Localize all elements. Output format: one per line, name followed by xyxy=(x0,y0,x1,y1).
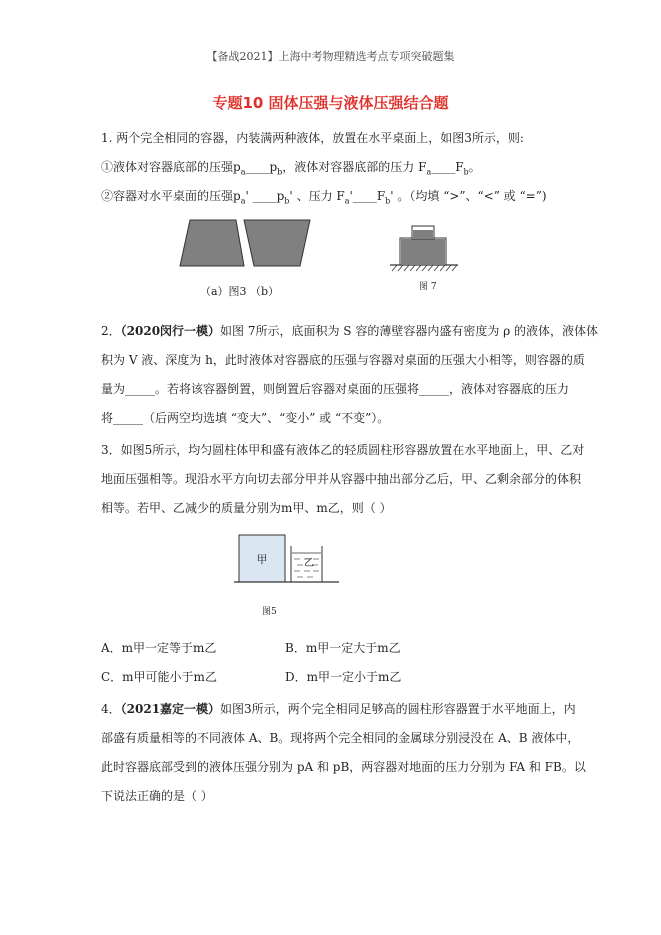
option-c: C．m甲可能小于m乙 xyxy=(101,670,217,684)
option-d: D．m甲一定小于m乙 xyxy=(285,670,402,684)
figure-7-caption: 图 7 xyxy=(419,282,437,292)
q1-line2: ①液体对容器底部的压强$p_a\_\_\_\_p_b$，液体对容器底部的压力 $F_a\_\_\_\_F_b$。 xyxy=(101,160,481,177)
q4-line2: 部盛有质量相等的不同液体 A、B。现将两个完全相同的金属球分别浸没在 A、B 液体中， xyxy=(101,731,580,745)
liquid-lower xyxy=(401,239,445,264)
container-a xyxy=(180,220,244,266)
q3-line2: 地面压强相等。现沿水平方向切去部分甲并从容器中抽出部分乙后，甲、乙剩余部分的体积 xyxy=(101,472,582,486)
figure-7-container xyxy=(388,218,463,273)
label-yi: 乙 xyxy=(304,558,314,569)
q2-line1: 2．（2020闵行一模）如图 7所示，底面积为 S 容的薄壁容器内盛有密度为 ρ 的液体，液体体 xyxy=(101,324,599,338)
q2-line4: 将_____（后两空均选填 “变大”、“变小” 或 “不变”）。 xyxy=(101,411,390,425)
container-b xyxy=(244,220,310,266)
figure-5 xyxy=(234,530,340,588)
q1-line3: ②容器对水平桌面的压强$p_a'$ $\_\_\_\_p_b'$ 、压力 $F_a'\_\_\_\_F_b'$ 。（均填 “>”、“<” 或 “=”) xyxy=(101,189,547,206)
q2-line3: 量为_____。若将该容器倒置，则倒置后容器对桌面的压强将_____，液体对容器底的压力 xyxy=(101,382,570,396)
q1-line1: 1. 两个完全相同的容器，内装满两种液体，放置在水平桌面上，如图3所示，则: xyxy=(101,131,524,145)
q3-line3: 相等。若甲、乙减少的质量分别为m甲、m乙，则（ ） xyxy=(101,501,392,515)
figure-3-containers xyxy=(178,218,313,270)
q4-line4: 下说法正确的是（ ） xyxy=(101,789,213,803)
q3-line1: 3．如图5所示，均匀圆柱体甲和盛有液体乙的轻质圆柱形容器放置在水平地面上，甲、乙对 xyxy=(101,443,585,457)
label-jia: 甲 xyxy=(256,553,268,566)
q2-line2: 积为 V 液、深度为 h，此时液体对容器底的压强与容器对桌面的压强大小相等，则容器的质 xyxy=(101,353,585,367)
option-b: B．m甲一定大于m乙 xyxy=(285,641,401,655)
q4-line1: 4．（2021嘉定一模）如图3所示，两个完全相同足够高的圆柱形容器置于水平地面上，内 xyxy=(101,702,576,716)
figure-5-caption: 图5 xyxy=(262,607,277,617)
option-a: A．m甲一定等于m乙 xyxy=(101,641,217,655)
q4-line3: 此时容器底部受到的液体压强分别为 pA 和 pB，两容器对地面的压力分别为 FA 和 FB。以 xyxy=(101,760,586,774)
liquid-upper xyxy=(413,230,433,239)
table-hatch xyxy=(392,265,457,271)
figure-3-caption: （a）图3 （b） xyxy=(200,285,280,298)
page-header: 【备战2021】上海中考物理精选考点专项突破题集 xyxy=(206,50,455,63)
page-title: 专题10 固体压强与液体压强结合题 xyxy=(212,94,449,112)
